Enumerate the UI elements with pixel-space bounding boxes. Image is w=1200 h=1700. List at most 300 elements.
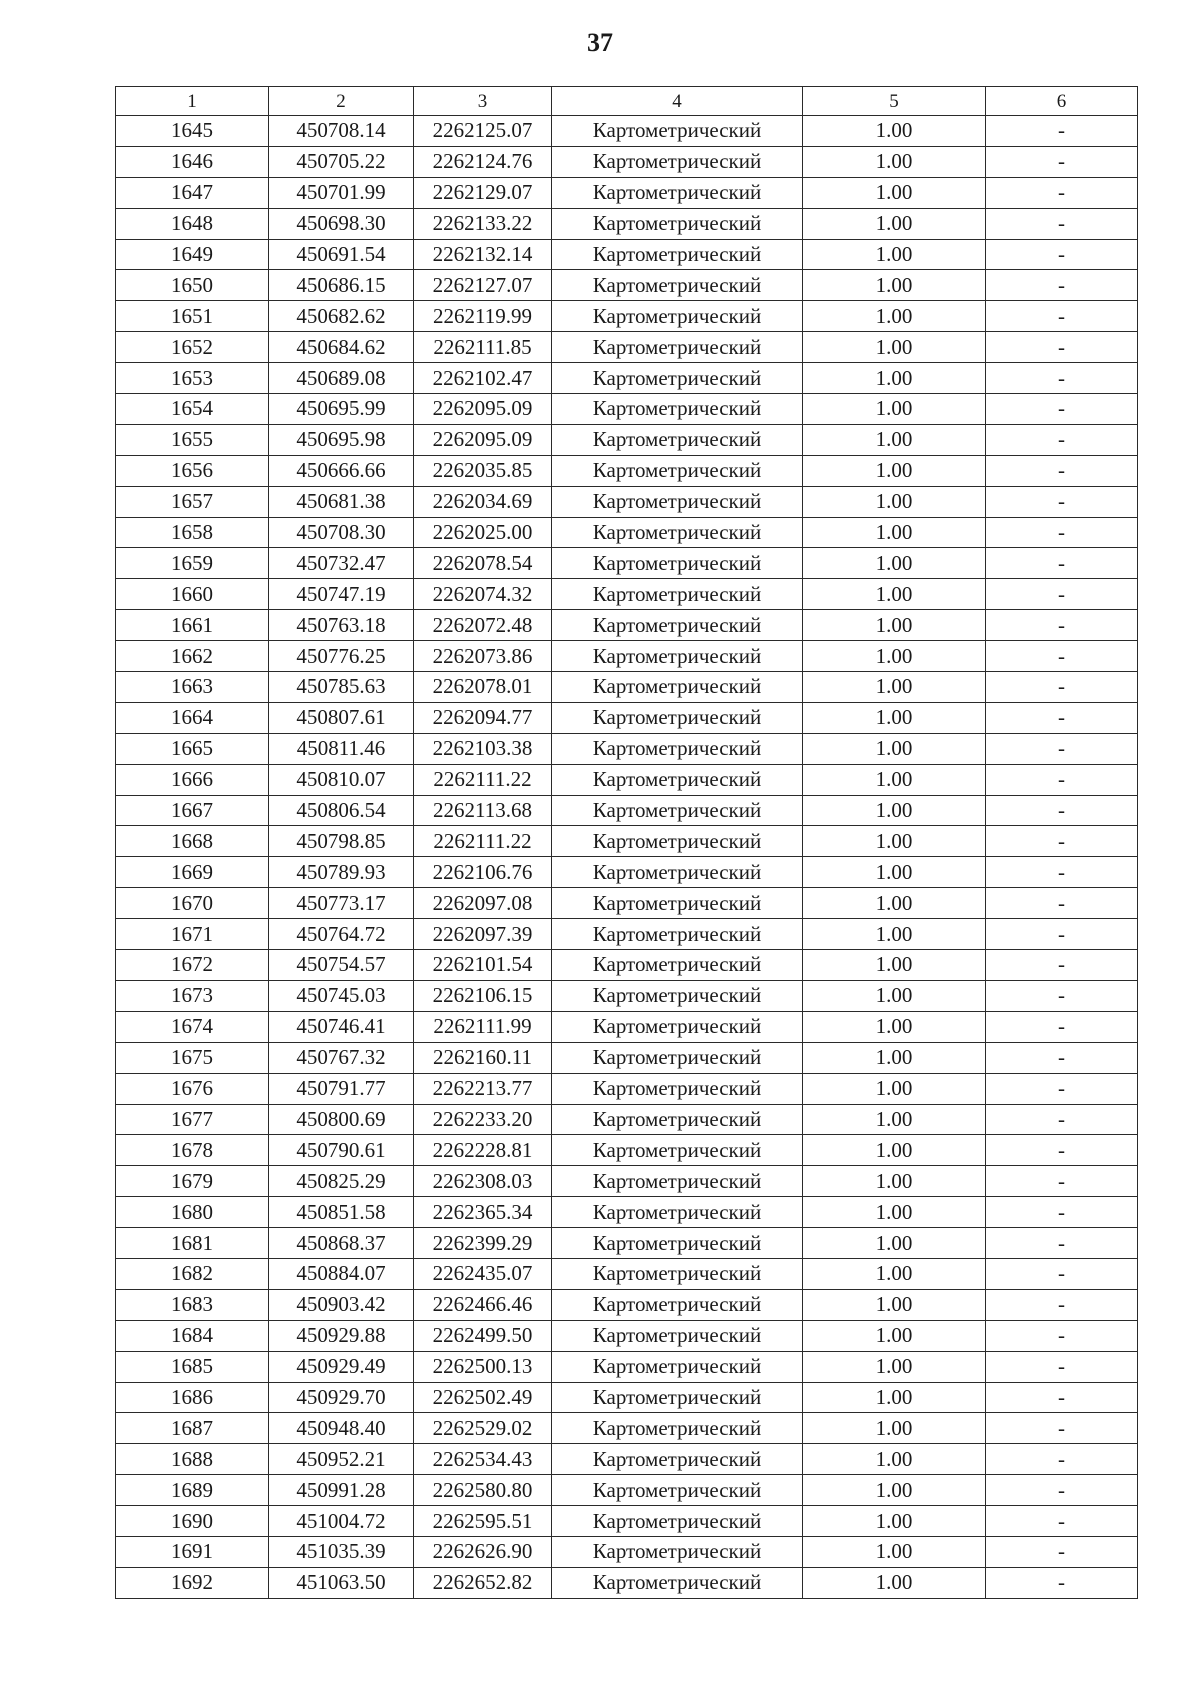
x-coordinate-cell: 450929.70 <box>269 1382 414 1413</box>
point-number-cell: 1681 <box>116 1228 269 1259</box>
description-cell: - <box>986 517 1138 548</box>
point-number-cell: 1689 <box>116 1475 269 1506</box>
method-cell: Картометрический <box>552 733 803 764</box>
method-cell: Картометрический <box>552 919 803 950</box>
point-number-cell: 1678 <box>116 1135 269 1166</box>
y-coordinate-cell: 2262095.09 <box>414 424 552 455</box>
point-number-cell: 1645 <box>116 116 269 147</box>
y-coordinate-cell: 2262160.11 <box>414 1042 552 1073</box>
description-cell: - <box>986 1536 1138 1567</box>
x-coordinate-cell: 451063.50 <box>269 1567 414 1598</box>
y-coordinate-cell: 2262102.47 <box>414 363 552 394</box>
y-coordinate-cell: 2262097.08 <box>414 888 552 919</box>
description-cell: - <box>986 733 1138 764</box>
method-cell: Картометрический <box>552 1011 803 1042</box>
method-cell: Картометрический <box>552 1166 803 1197</box>
accuracy-cell: 1.00 <box>803 208 986 239</box>
point-number-cell: 1684 <box>116 1320 269 1351</box>
accuracy-cell: 1.00 <box>803 1011 986 1042</box>
point-number-cell: 1680 <box>116 1197 269 1228</box>
x-coordinate-cell: 450806.54 <box>269 795 414 826</box>
description-cell: - <box>986 208 1138 239</box>
accuracy-cell: 1.00 <box>803 363 986 394</box>
table-row <box>116 1042 1138 1073</box>
method-cell: Картометрический <box>552 888 803 919</box>
accuracy-cell: 1.00 <box>803 1351 986 1382</box>
method-cell: Картометрический <box>552 1444 803 1475</box>
accuracy-cell: 1.00 <box>803 733 986 764</box>
table-row <box>116 146 1138 177</box>
description-cell: - <box>986 579 1138 610</box>
accuracy-cell: 1.00 <box>803 455 986 486</box>
accuracy-cell: 1.00 <box>803 919 986 950</box>
x-coordinate-cell: 450767.32 <box>269 1042 414 1073</box>
accuracy-cell: 1.00 <box>803 1320 986 1351</box>
table-row <box>116 301 1138 332</box>
y-coordinate-cell: 2262626.90 <box>414 1536 552 1567</box>
point-number-cell: 1650 <box>116 270 269 301</box>
x-coordinate-cell: 450686.15 <box>269 270 414 301</box>
x-coordinate-cell: 450708.14 <box>269 116 414 147</box>
description-cell: - <box>986 1289 1138 1320</box>
method-cell: Картометрический <box>552 1135 803 1166</box>
method-cell: Картометрический <box>552 1320 803 1351</box>
accuracy-cell: 1.00 <box>803 1166 986 1197</box>
method-cell: Картометрический <box>552 116 803 147</box>
point-number-cell: 1660 <box>116 579 269 610</box>
y-coordinate-cell: 2262595.51 <box>414 1506 552 1537</box>
table-row <box>116 1135 1138 1166</box>
table-row <box>116 208 1138 239</box>
accuracy-cell: 1.00 <box>803 301 986 332</box>
x-coordinate-cell: 450868.37 <box>269 1228 414 1259</box>
accuracy-cell: 1.00 <box>803 394 986 425</box>
description-cell: - <box>986 146 1138 177</box>
method-cell: Картометрический <box>552 980 803 1011</box>
accuracy-cell: 1.00 <box>803 1258 986 1289</box>
point-number-cell: 1670 <box>116 888 269 919</box>
method-cell: Картометрический <box>552 548 803 579</box>
description-cell: - <box>986 1506 1138 1537</box>
accuracy-cell: 1.00 <box>803 950 986 981</box>
method-cell: Картометрический <box>552 146 803 177</box>
y-coordinate-cell: 2262074.32 <box>414 579 552 610</box>
method-cell: Картометрический <box>552 1289 803 1320</box>
table-row <box>116 826 1138 857</box>
y-coordinate-cell: 2262652.82 <box>414 1567 552 1598</box>
table-row <box>116 672 1138 703</box>
accuracy-cell: 1.00 <box>803 270 986 301</box>
accuracy-cell: 1.00 <box>803 1073 986 1104</box>
table-row <box>116 1444 1138 1475</box>
method-cell: Картометрический <box>552 1351 803 1382</box>
x-coordinate-cell: 450764.72 <box>269 919 414 950</box>
description-cell: - <box>986 424 1138 455</box>
method-cell: Картометрический <box>552 1104 803 1135</box>
x-coordinate-cell: 450684.62 <box>269 332 414 363</box>
table-row <box>116 641 1138 672</box>
method-cell: Картометрический <box>552 857 803 888</box>
method-cell: Картометрический <box>552 1197 803 1228</box>
method-cell: Картометрический <box>552 455 803 486</box>
accuracy-cell: 1.00 <box>803 486 986 517</box>
table-row <box>116 1289 1138 1320</box>
description-cell: - <box>986 1073 1138 1104</box>
point-number-cell: 1651 <box>116 301 269 332</box>
y-coordinate-cell: 2262034.69 <box>414 486 552 517</box>
description-cell: - <box>986 980 1138 1011</box>
point-number-cell: 1673 <box>116 980 269 1011</box>
method-cell: Картометрический <box>552 1382 803 1413</box>
method-cell: Картометрический <box>552 795 803 826</box>
y-coordinate-cell: 2262499.50 <box>414 1320 552 1351</box>
y-coordinate-cell: 2262213.77 <box>414 1073 552 1104</box>
y-coordinate-cell: 2262399.29 <box>414 1228 552 1259</box>
coordinates-table <box>115 86 1138 1599</box>
y-coordinate-cell: 2262233.20 <box>414 1104 552 1135</box>
point-number-cell: 1659 <box>116 548 269 579</box>
x-coordinate-cell: 450825.29 <box>269 1166 414 1197</box>
y-coordinate-cell: 2262095.09 <box>414 394 552 425</box>
x-coordinate-cell: 450903.42 <box>269 1289 414 1320</box>
point-number-cell: 1661 <box>116 610 269 641</box>
y-coordinate-cell: 2262097.39 <box>414 919 552 950</box>
description-cell: - <box>986 116 1138 147</box>
method-cell: Картометрический <box>552 1413 803 1444</box>
description-cell: - <box>986 702 1138 733</box>
description-cell: - <box>986 826 1138 857</box>
table-row <box>116 795 1138 826</box>
point-number-cell: 1648 <box>116 208 269 239</box>
x-coordinate-cell: 450763.18 <box>269 610 414 641</box>
table-row <box>116 1073 1138 1104</box>
method-cell: Картометрический <box>552 672 803 703</box>
x-coordinate-cell: 450790.61 <box>269 1135 414 1166</box>
y-coordinate-cell: 2262529.02 <box>414 1413 552 1444</box>
description-cell: - <box>986 301 1138 332</box>
point-number-cell: 1692 <box>116 1567 269 1598</box>
description-cell: - <box>986 239 1138 270</box>
point-number-cell: 1686 <box>116 1382 269 1413</box>
point-number-cell: 1690 <box>116 1506 269 1537</box>
x-coordinate-cell: 451035.39 <box>269 1536 414 1567</box>
table-row <box>116 424 1138 455</box>
description-cell: - <box>986 795 1138 826</box>
y-coordinate-cell: 2262466.46 <box>414 1289 552 1320</box>
table-row <box>116 1197 1138 1228</box>
y-coordinate-cell: 2262094.77 <box>414 702 552 733</box>
method-cell: Картометрический <box>552 641 803 672</box>
table-row <box>116 733 1138 764</box>
x-coordinate-cell: 450682.62 <box>269 301 414 332</box>
x-coordinate-cell: 450695.98 <box>269 424 414 455</box>
x-coordinate-cell: 450666.66 <box>269 455 414 486</box>
method-cell: Картометрический <box>552 1258 803 1289</box>
accuracy-cell: 1.00 <box>803 517 986 548</box>
method-cell: Картометрический <box>552 579 803 610</box>
y-coordinate-cell: 2262127.07 <box>414 270 552 301</box>
table-row <box>116 857 1138 888</box>
y-coordinate-cell: 2262073.86 <box>414 641 552 672</box>
point-number-cell: 1674 <box>116 1011 269 1042</box>
table-row <box>116 486 1138 517</box>
table-row <box>116 888 1138 919</box>
method-cell: Картометрический <box>552 1073 803 1104</box>
method-cell: Картометрический <box>552 764 803 795</box>
method-cell: Картометрический <box>552 1536 803 1567</box>
y-coordinate-cell: 2262111.22 <box>414 764 552 795</box>
y-coordinate-cell: 2262072.48 <box>414 610 552 641</box>
x-coordinate-cell: 450695.99 <box>269 394 414 425</box>
table-row <box>116 1536 1138 1567</box>
point-number-cell: 1685 <box>116 1351 269 1382</box>
x-coordinate-cell: 450705.22 <box>269 146 414 177</box>
description-cell: - <box>986 950 1138 981</box>
description-cell: - <box>986 363 1138 394</box>
y-coordinate-cell: 2262228.81 <box>414 1135 552 1166</box>
method-cell: Картометрический <box>552 702 803 733</box>
table-row <box>116 1104 1138 1135</box>
description-cell: - <box>986 270 1138 301</box>
description-cell: - <box>986 1011 1138 1042</box>
point-number-cell: 1668 <box>116 826 269 857</box>
accuracy-cell: 1.00 <box>803 332 986 363</box>
table-row <box>116 1382 1138 1413</box>
description-cell: - <box>986 548 1138 579</box>
x-coordinate-cell: 450810.07 <box>269 764 414 795</box>
table-row <box>116 764 1138 795</box>
y-coordinate-cell: 2262308.03 <box>414 1166 552 1197</box>
table-row <box>116 919 1138 950</box>
description-cell: - <box>986 332 1138 363</box>
table-row <box>116 332 1138 363</box>
description-cell: - <box>986 1320 1138 1351</box>
table-row <box>116 702 1138 733</box>
point-number-cell: 1691 <box>116 1536 269 1567</box>
method-cell: Картометрический <box>552 1567 803 1598</box>
accuracy-cell: 1.00 <box>803 1567 986 1598</box>
accuracy-cell: 1.00 <box>803 1444 986 1475</box>
header-cell: 6 <box>986 87 1138 116</box>
x-coordinate-cell: 450708.30 <box>269 517 414 548</box>
accuracy-cell: 1.00 <box>803 177 986 208</box>
y-coordinate-cell: 2262365.34 <box>414 1197 552 1228</box>
method-cell: Картометрический <box>552 826 803 857</box>
x-coordinate-cell: 450747.19 <box>269 579 414 610</box>
x-coordinate-cell: 450952.21 <box>269 1444 414 1475</box>
table-row <box>116 579 1138 610</box>
point-number-cell: 1664 <box>116 702 269 733</box>
table-row <box>116 950 1138 981</box>
y-coordinate-cell: 2262580.80 <box>414 1475 552 1506</box>
point-number-cell: 1675 <box>116 1042 269 1073</box>
table-row <box>116 1475 1138 1506</box>
table-row <box>116 177 1138 208</box>
y-coordinate-cell: 2262125.07 <box>414 116 552 147</box>
table-body <box>116 116 1138 1599</box>
accuracy-cell: 1.00 <box>803 548 986 579</box>
table-row <box>116 1320 1138 1351</box>
x-coordinate-cell: 450681.38 <box>269 486 414 517</box>
y-coordinate-cell: 2262101.54 <box>414 950 552 981</box>
accuracy-cell: 1.00 <box>803 116 986 147</box>
y-coordinate-cell: 2262435.07 <box>414 1258 552 1289</box>
accuracy-cell: 1.00 <box>803 980 986 1011</box>
point-number-cell: 1653 <box>116 363 269 394</box>
y-coordinate-cell: 2262111.85 <box>414 332 552 363</box>
point-number-cell: 1676 <box>116 1073 269 1104</box>
x-coordinate-cell: 450991.28 <box>269 1475 414 1506</box>
point-number-cell: 1656 <box>116 455 269 486</box>
x-coordinate-cell: 450754.57 <box>269 950 414 981</box>
table-row <box>116 1228 1138 1259</box>
point-number-cell: 1658 <box>116 517 269 548</box>
table-row <box>116 1166 1138 1197</box>
y-coordinate-cell: 2262113.68 <box>414 795 552 826</box>
description-cell: - <box>986 1413 1138 1444</box>
point-number-cell: 1679 <box>116 1166 269 1197</box>
accuracy-cell: 1.00 <box>803 795 986 826</box>
x-coordinate-cell: 450789.93 <box>269 857 414 888</box>
point-number-cell: 1662 <box>116 641 269 672</box>
table-row <box>116 1351 1138 1382</box>
accuracy-cell: 1.00 <box>803 1197 986 1228</box>
point-number-cell: 1672 <box>116 950 269 981</box>
accuracy-cell: 1.00 <box>803 1536 986 1567</box>
method-cell: Картометрический <box>552 177 803 208</box>
x-coordinate-cell: 450798.85 <box>269 826 414 857</box>
point-number-cell: 1667 <box>116 795 269 826</box>
method-cell: Картометрический <box>552 1475 803 1506</box>
point-number-cell: 1663 <box>116 672 269 703</box>
x-coordinate-cell: 450800.69 <box>269 1104 414 1135</box>
y-coordinate-cell: 2262035.85 <box>414 455 552 486</box>
table-row <box>116 394 1138 425</box>
point-number-cell: 1669 <box>116 857 269 888</box>
y-coordinate-cell: 2262103.38 <box>414 733 552 764</box>
accuracy-cell: 1.00 <box>803 610 986 641</box>
description-cell: - <box>986 610 1138 641</box>
x-coordinate-cell: 450807.61 <box>269 702 414 733</box>
y-coordinate-cell: 2262025.00 <box>414 517 552 548</box>
point-number-cell: 1647 <box>116 177 269 208</box>
description-cell: - <box>986 1104 1138 1135</box>
point-number-cell: 1683 <box>116 1289 269 1320</box>
point-number-cell: 1665 <box>116 733 269 764</box>
accuracy-cell: 1.00 <box>803 1135 986 1166</box>
point-number-cell: 1657 <box>116 486 269 517</box>
x-coordinate-cell: 450811.46 <box>269 733 414 764</box>
y-coordinate-cell: 2262078.01 <box>414 672 552 703</box>
accuracy-cell: 1.00 <box>803 239 986 270</box>
table-row <box>116 1258 1138 1289</box>
point-number-cell: 1671 <box>116 919 269 950</box>
table-row <box>116 548 1138 579</box>
description-cell: - <box>986 177 1138 208</box>
description-cell: - <box>986 1135 1138 1166</box>
header-cell: 5 <box>803 87 986 116</box>
method-cell: Картометрический <box>552 208 803 239</box>
x-coordinate-cell: 450851.58 <box>269 1197 414 1228</box>
accuracy-cell: 1.00 <box>803 579 986 610</box>
description-cell: - <box>986 919 1138 950</box>
header-cell: 2 <box>269 87 414 116</box>
accuracy-cell: 1.00 <box>803 1104 986 1135</box>
y-coordinate-cell: 2262106.15 <box>414 980 552 1011</box>
point-number-cell: 1682 <box>116 1258 269 1289</box>
x-coordinate-cell: 450732.47 <box>269 548 414 579</box>
table-row <box>116 1011 1138 1042</box>
accuracy-cell: 1.00 <box>803 672 986 703</box>
x-coordinate-cell: 450745.03 <box>269 980 414 1011</box>
y-coordinate-cell: 2262502.49 <box>414 1382 552 1413</box>
x-coordinate-cell: 450884.07 <box>269 1258 414 1289</box>
description-cell: - <box>986 1197 1138 1228</box>
point-number-cell: 1652 <box>116 332 269 363</box>
method-cell: Картометрический <box>552 517 803 548</box>
description-cell: - <box>986 486 1138 517</box>
point-number-cell: 1677 <box>116 1104 269 1135</box>
accuracy-cell: 1.00 <box>803 702 986 733</box>
method-cell: Картометрический <box>552 1228 803 1259</box>
method-cell: Картометрический <box>552 332 803 363</box>
point-number-cell: 1654 <box>116 394 269 425</box>
table-row <box>116 1567 1138 1598</box>
y-coordinate-cell: 2262124.76 <box>414 146 552 177</box>
y-coordinate-cell: 2262129.07 <box>414 177 552 208</box>
x-coordinate-cell: 450776.25 <box>269 641 414 672</box>
y-coordinate-cell: 2262132.14 <box>414 239 552 270</box>
description-cell: - <box>986 1228 1138 1259</box>
y-coordinate-cell: 2262106.76 <box>414 857 552 888</box>
accuracy-cell: 1.00 <box>803 764 986 795</box>
accuracy-cell: 1.00 <box>803 641 986 672</box>
description-cell: - <box>986 1258 1138 1289</box>
accuracy-cell: 1.00 <box>803 888 986 919</box>
x-coordinate-cell: 450691.54 <box>269 239 414 270</box>
y-coordinate-cell: 2262111.22 <box>414 826 552 857</box>
table-row <box>116 980 1138 1011</box>
y-coordinate-cell: 2262500.13 <box>414 1351 552 1382</box>
table-row <box>116 517 1138 548</box>
x-coordinate-cell: 450785.63 <box>269 672 414 703</box>
method-cell: Картометрический <box>552 1506 803 1537</box>
y-coordinate-cell: 2262111.99 <box>414 1011 552 1042</box>
method-cell: Картометрический <box>552 950 803 981</box>
table-row <box>116 116 1138 147</box>
description-cell: - <box>986 1166 1138 1197</box>
accuracy-cell: 1.00 <box>803 1475 986 1506</box>
table-row <box>116 270 1138 301</box>
point-number-cell: 1666 <box>116 764 269 795</box>
x-coordinate-cell: 450773.17 <box>269 888 414 919</box>
point-number-cell: 1646 <box>116 146 269 177</box>
point-number-cell: 1649 <box>116 239 269 270</box>
x-coordinate-cell: 450791.77 <box>269 1073 414 1104</box>
description-cell: - <box>986 1475 1138 1506</box>
accuracy-cell: 1.00 <box>803 857 986 888</box>
point-number-cell: 1655 <box>116 424 269 455</box>
description-cell: - <box>986 455 1138 486</box>
description-cell: - <box>986 888 1138 919</box>
point-number-cell: 1688 <box>116 1444 269 1475</box>
accuracy-cell: 1.00 <box>803 1506 986 1537</box>
description-cell: - <box>986 1351 1138 1382</box>
accuracy-cell: 1.00 <box>803 1042 986 1073</box>
header-cell: 1 <box>116 87 269 116</box>
method-cell: Картометрический <box>552 486 803 517</box>
accuracy-cell: 1.00 <box>803 1382 986 1413</box>
